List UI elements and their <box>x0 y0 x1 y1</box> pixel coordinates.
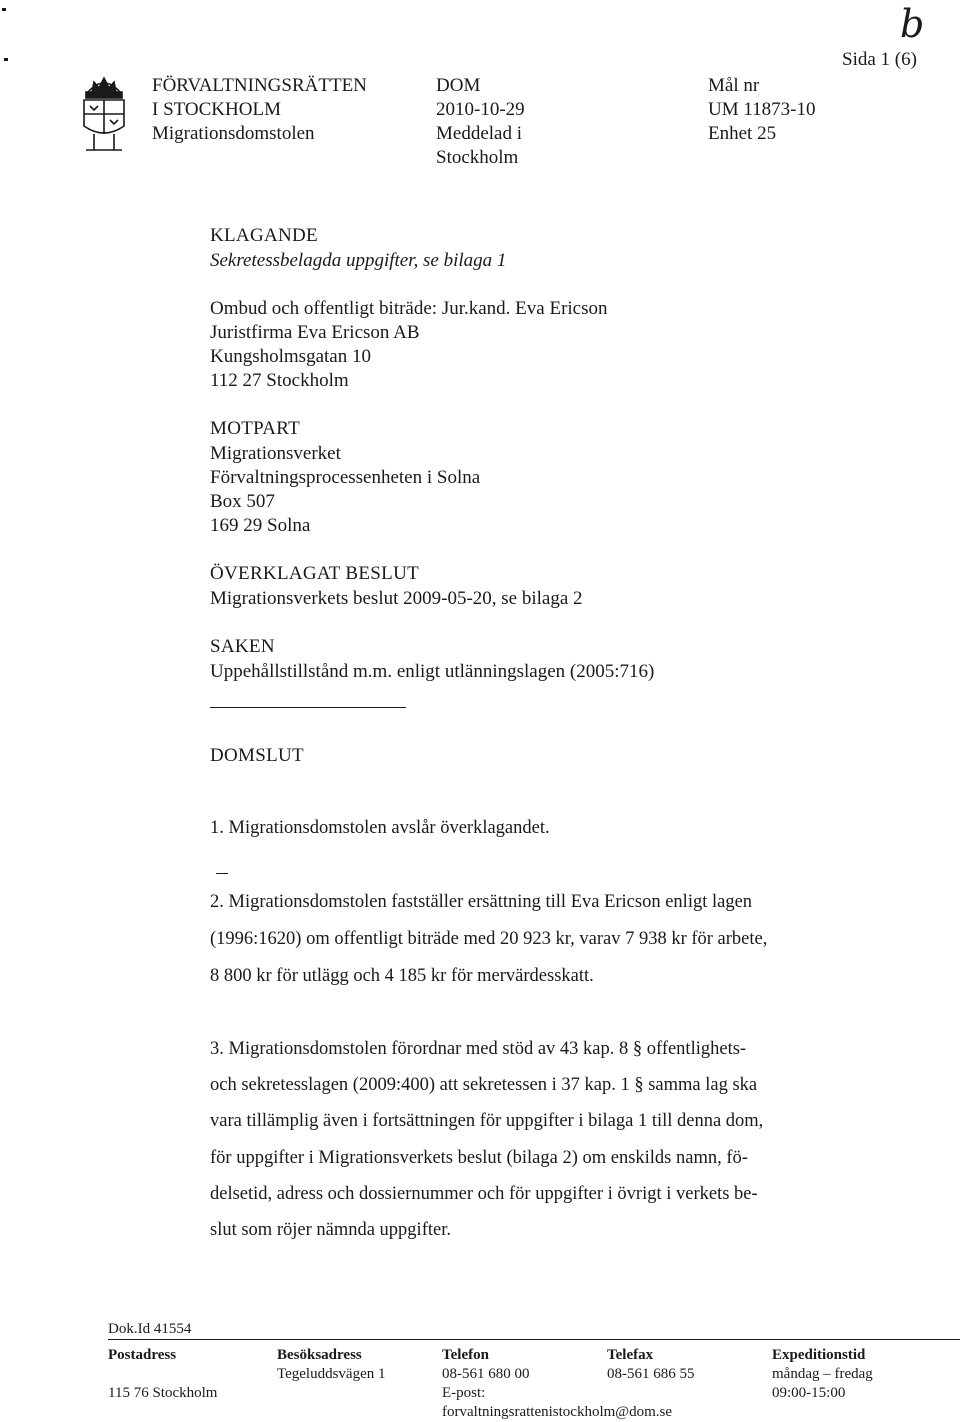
doc-delivered: Meddelad i <box>436 123 523 144</box>
footer-epost-value[interactable]: forvaltningsrattenistockholm@dom.se <box>442 1404 673 1420</box>
motpart-heading: MOTPART <box>210 418 301 439</box>
domslut-point-3-line-2: och sekretesslagen (2009:400) att sekretessen i 37 kap. 1 § samma lag ska <box>210 1075 758 1095</box>
saken-heading: SAKEN <box>210 636 275 657</box>
domslut-point-2-line-2: (1996:1620) om offentligt biträde med 20 923 kr, varav 7 938 kr för arbete, <box>210 929 768 949</box>
domslut-point-3-line-6: slut som röjer nämnda uppgifter. <box>210 1220 451 1240</box>
small-dash <box>216 873 228 874</box>
klagande-city: 112 27 Stockholm <box>210 370 349 391</box>
footer-doc-id: Dok.Id 41554 <box>108 1321 192 1337</box>
overklagat-text: Migrationsverkets beslut 2009-05-20, se bilaga 2 <box>210 588 583 609</box>
case-label: Mål nr <box>708 75 760 96</box>
page-mark: b <box>900 2 925 46</box>
court-name-1: FÖRVALTNINGSRÄTTEN <box>152 75 367 96</box>
footer-rule <box>108 1339 960 1340</box>
klagande-heading: KLAGANDE <box>210 225 318 246</box>
footer-exp-days: måndag – fredag <box>772 1366 873 1382</box>
domslut-point-2-line-3: 8 800 kr för utlägg och 4 185 kr för mervärdesskatt. <box>210 966 594 986</box>
doc-type: DOM <box>436 75 481 96</box>
footer-besok-value: Tegeluddsvägen 1 <box>277 1366 386 1382</box>
corner-mark-left <box>4 58 8 61</box>
page-number: Sida 1 (6) <box>842 49 917 70</box>
footer-telefon-heading: Telefon <box>442 1347 489 1363</box>
klagande-secret: Sekretessbelagda uppgifter, se bilaga 1 <box>210 250 507 271</box>
section-divider <box>210 707 406 708</box>
overklagat-heading: ÖVERKLAGAT BESLUT <box>210 563 419 584</box>
footer-besok-heading: Besöksadress <box>277 1347 362 1363</box>
klagande-street: Kungsholmsgatan 10 <box>210 346 371 367</box>
domslut-point-1: 1. Migrationsdomstolen avslår överklagandet. <box>210 818 550 838</box>
motpart-line-1: Migrationsverket <box>210 443 341 464</box>
footer-telefon-value: 08-561 680 00 <box>442 1366 530 1382</box>
klagande-firm: Juristfirma Eva Ericson AB <box>210 322 420 343</box>
footer-exp-heading: Expeditionstid <box>772 1347 866 1363</box>
corner-mark-top <box>2 8 6 11</box>
case-unit: Enhet 25 <box>708 123 777 144</box>
footer-telefax-heading: Telefax <box>607 1347 654 1363</box>
domslut-point-3-line-3: vara tillämplig även i fortsättningen för uppgifter i bilaga 1 till denna dom, <box>210 1111 764 1131</box>
doc-place: Stockholm <box>436 147 519 168</box>
case-number: UM 11873-10 <box>708 99 816 120</box>
domslut-point-3-line-4: för uppgifter i Migrationsverkets beslut (bilaga 2) om enskilds namn, fö- <box>210 1148 748 1168</box>
domslut-point-3-line-1: 3. Migrationsdomstolen förordnar med stöd av 43 kap. 8 § offentlighets- <box>210 1039 747 1059</box>
footer-epost-heading: E-post: <box>442 1385 486 1401</box>
saken-text: Uppehållstillstånd m.m. enligt utlänningslagen (2005:716) <box>210 661 655 682</box>
court-name-2: I STOCKHOLM <box>152 99 281 120</box>
court-crest-icon <box>80 70 128 154</box>
motpart-line-4: 169 29 Solna <box>210 515 311 536</box>
footer-postadress-value: 115 76 Stockholm <box>108 1385 218 1401</box>
motpart-line-2: Förvaltningsprocessenheten i Solna <box>210 467 481 488</box>
domslut-point-3-line-5: delsetid, adress och dossiernummer och för uppgifter i övrigt i verkets be- <box>210 1184 758 1204</box>
footer-telefax-value: 08-561 686 55 <box>607 1366 695 1382</box>
footer-postadress-heading: Postadress <box>108 1347 177 1363</box>
domslut-point-2-line-1: 2. Migrationsdomstolen fastställer ersättning till Eva Ericson enligt lagen <box>210 892 753 912</box>
doc-date: 2010-10-29 <box>436 99 525 120</box>
klagande-ombud: Ombud och offentligt biträde: Jur.kand. Eva Ericson <box>210 298 608 319</box>
motpart-line-3: Box 507 <box>210 491 275 512</box>
domslut-heading: DOMSLUT <box>210 745 304 766</box>
court-name-3: Migrationsdomstolen <box>152 123 315 144</box>
footer-exp-time: 09:00-15:00 <box>772 1385 846 1401</box>
